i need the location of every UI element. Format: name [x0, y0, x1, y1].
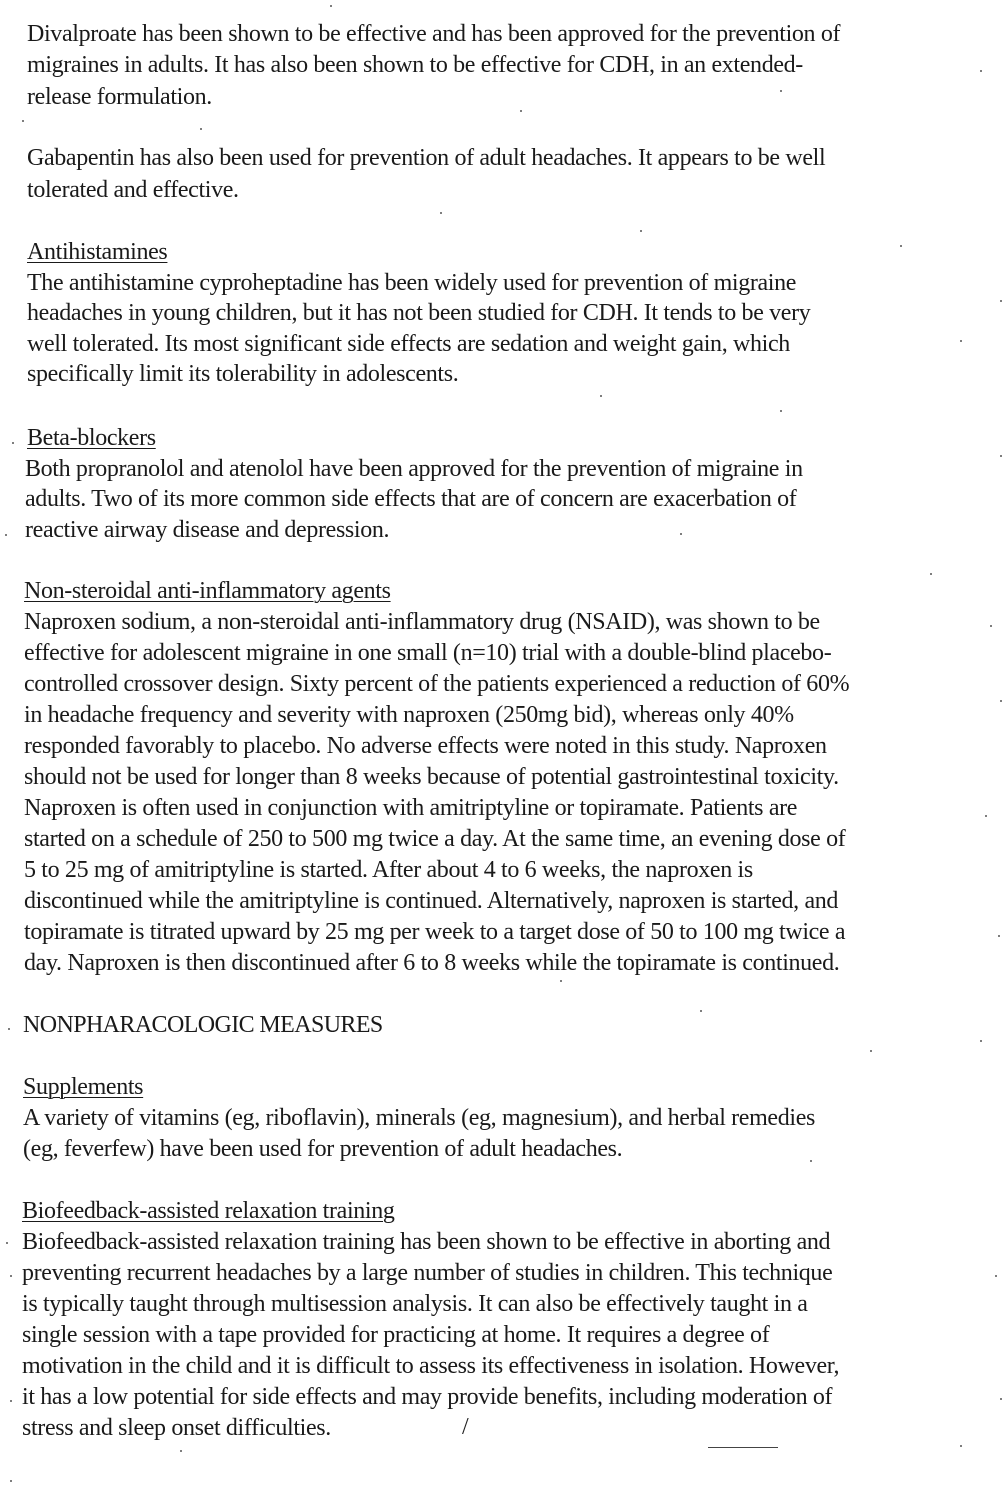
section-heading: Supplements: [23, 1074, 144, 1100]
text-line: Both propranolol and atenolol have been approved for the prevention of migraine in: [25, 456, 803, 482]
text-line: day. Naproxen is then discontinued after 6 to 8 weeks while the topiramate is continued.: [24, 950, 840, 976]
text-line: migraines in adults. It has also been shown to be effective for CDH, in an extended-: [27, 52, 803, 78]
text-line: motivation in the child and it is difficult to assess its effectiveness in isolation. However,: [22, 1353, 840, 1379]
text-line: controlled crossover design. Sixty percent of the patients experienced a reduction of 60%: [24, 671, 850, 697]
text-line: well tolerated. Its most significant side effects are sedation and weight gain, which: [27, 331, 790, 357]
section-heading: Non-steroidal anti-inflammatory agents: [24, 578, 391, 604]
text-line: release formulation.: [27, 84, 212, 110]
text-line: The antihistamine cyproheptadine has been widely used for prevention of migraine: [27, 270, 797, 296]
section-heading: Biofeedback-assisted relaxation training: [22, 1198, 395, 1224]
text-line: Naproxen is often used in conjunction with amitriptyline or topiramate. Patients are: [24, 795, 798, 821]
text-line: started on a schedule of 250 to 500 mg twice a day. At the same time, an evening dose of: [24, 826, 846, 852]
text-line: Divalproate has been shown to be effective and has been approved for the prevention of: [27, 21, 841, 47]
text-line: adults. Two of its more common side effects that are of concern are exacerbation of: [25, 486, 797, 512]
section-heading: Beta-blockers: [27, 425, 156, 451]
text-line: (eg, feverfew) have been used for prevention of adult headaches.: [23, 1136, 623, 1162]
text-line: is typically taught through multisession analysis. It can also be effectively taught in a: [22, 1291, 808, 1317]
text-line: it has a low potential for side effects and may provide benefits, including moderation of: [22, 1384, 833, 1410]
text-line: should not be used for longer than 8 weeks because of potential gastrointestinal toxicity.: [24, 764, 839, 790]
text-line: specifically limit its tolerability in adolescents.: [27, 361, 459, 387]
text-line: headaches in young children, but it has not been studied for CDH. It tends to be very: [27, 300, 811, 326]
text-line: Biofeedback-assisted relaxation training has been shown to be effective in aborting and: [22, 1229, 831, 1255]
text-line: tolerated and effective.: [27, 177, 239, 203]
handwritten-mark: /: [462, 1414, 469, 1440]
text-line: in headache frequency and severity with naproxen (250mg bid), whereas only 40%: [24, 702, 794, 728]
text-line: stress and sleep onset difficulties.: [22, 1415, 331, 1441]
scan-artifact-line: [708, 1447, 778, 1448]
text-line: discontinued while the amitriptyline is continued. Alternatively, naproxen is started, and: [24, 888, 839, 914]
text-line: Naproxen sodium, a non-steroidal anti-inflammatory drug (NSAID), was shown to be: [24, 609, 820, 635]
text-line: responded favorably to placebo. No adverse effects were noted in this study. Naproxen: [24, 733, 827, 759]
text-line: single session with a tape provided for practicing at home. It requires a degree of: [22, 1322, 770, 1348]
section-title-nonpharmacologic: NONPHARACOLOGIC MEASURES: [23, 1012, 383, 1038]
text-line: reactive airway disease and depression.: [25, 517, 390, 543]
text-line: topiramate is titrated upward by 25 mg per week to a target dose of 50 to 100 mg twice a: [24, 919, 846, 945]
text-line: Gabapentin has also been used for prevention of adult headaches. It appears to be well: [27, 145, 826, 171]
text-line: 5 to 25 mg of amitriptyline is started. After about 4 to 6 weeks, the naproxen is: [24, 857, 753, 883]
text-line: A variety of vitamins (eg, riboflavin), minerals (eg, magnesium), and herbal remedies: [23, 1105, 815, 1131]
text-line: preventing recurrent headaches by a large number of studies in children. This technique: [22, 1260, 833, 1286]
text-line: effective for adolescent migraine in one small (n=10) trial with a double-blind placebo-: [24, 640, 832, 666]
section-heading: Antihistamines: [27, 239, 168, 265]
